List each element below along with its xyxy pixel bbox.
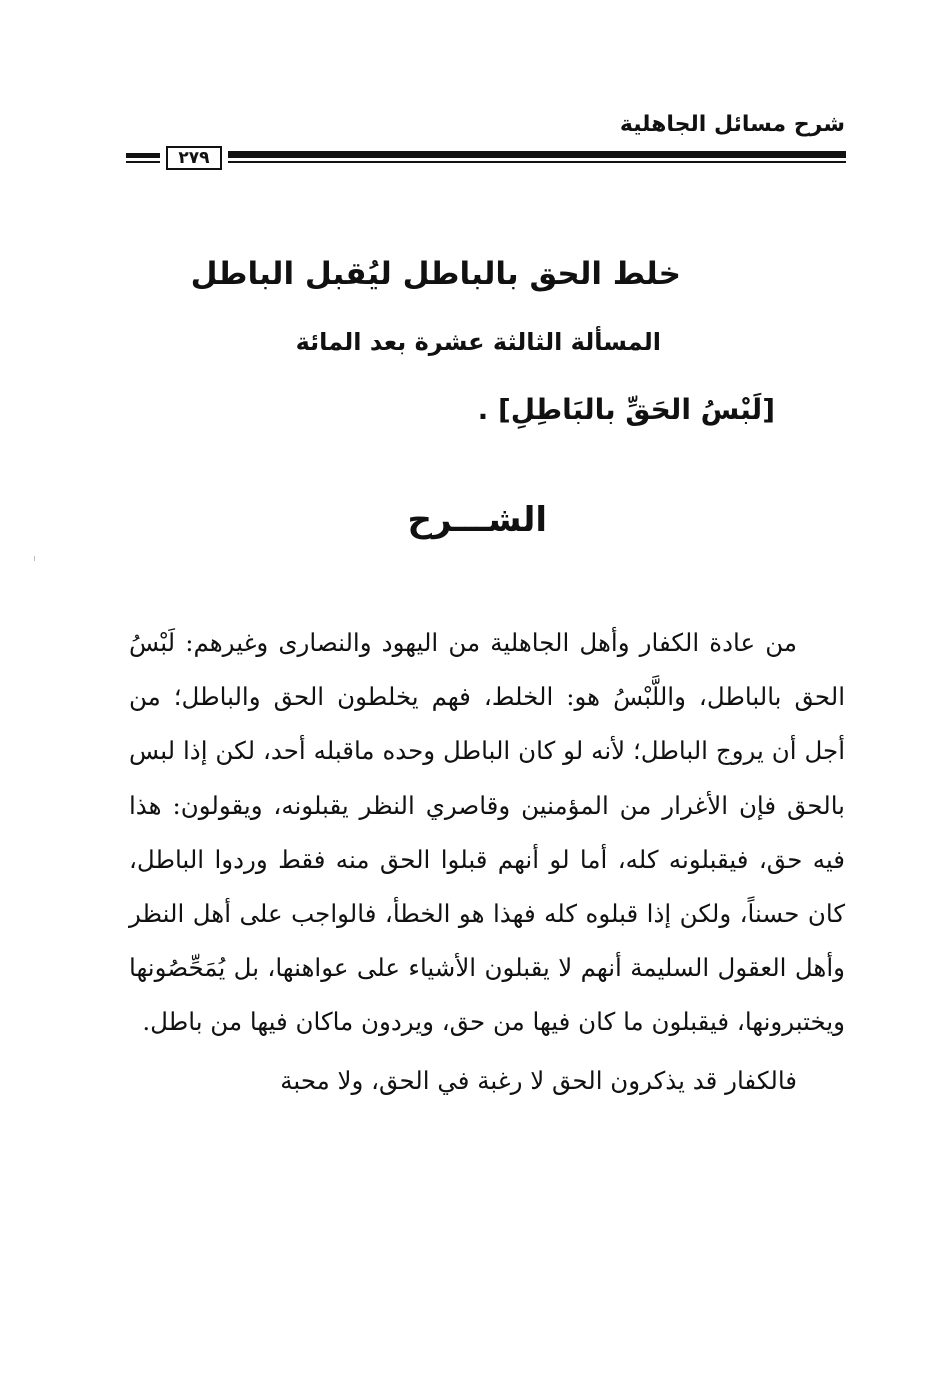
header-rule [126,146,846,176]
header-rule-short [126,153,160,163]
scan-speck [34,556,35,561]
header-rule-long [228,151,846,163]
issue-title: المسألة الثالثة عشرة بعد المائة [295,328,661,356]
chapter-title: خلط الحق بالباطل ليُقبل الباطل [190,256,681,292]
commentary-title: الشـــرح [407,500,547,540]
running-title: شرح مسائل الجاهلية [619,112,845,137]
page-number: ٢٧٩ [166,146,222,170]
issue-text: [لَبْسُ الحَقِّ بالبَاطِلِ] . [477,393,775,426]
paragraph: فالكفار قد يذكرون الحق لا رغبة في الحق، ولا محبة [280,1065,797,1095]
commentary-body [129,616,845,1108]
paragraph: من عادة الكفار وأهل الجاهلية من اليهود والنصارى وغيرهم: لَبْسُ الحق بالباطل، واللَّبْسُ هو: الخلط، فهم يخلطون الحق والباطل؛ من أجل أن يروج الباطل؛ لأنه لو كان الباطل وحده ماقبله أحد، لكن إذا لبس بالحق فإن الأغرار من المؤمنين وقاصري النظر يقبلونه، ويقولون: هذا فيه حق، فيقبلونه كله، أما لو أنهم قبلوا الحق منه فقط وردوا الباطل، كان حسناً، ولكن إذا قبلوه كله فهذا هو الخطأ، فالواجب على أهل النظر وأهل العقول السليمة أنهم لا يقبلون الأشياء على عواهنها، بل يُمَحِّصُونها ويختبرونها، فيقبلون ما كان فيها من حق، ويردون ماكان فيها من باطل. [129,628,845,1037]
